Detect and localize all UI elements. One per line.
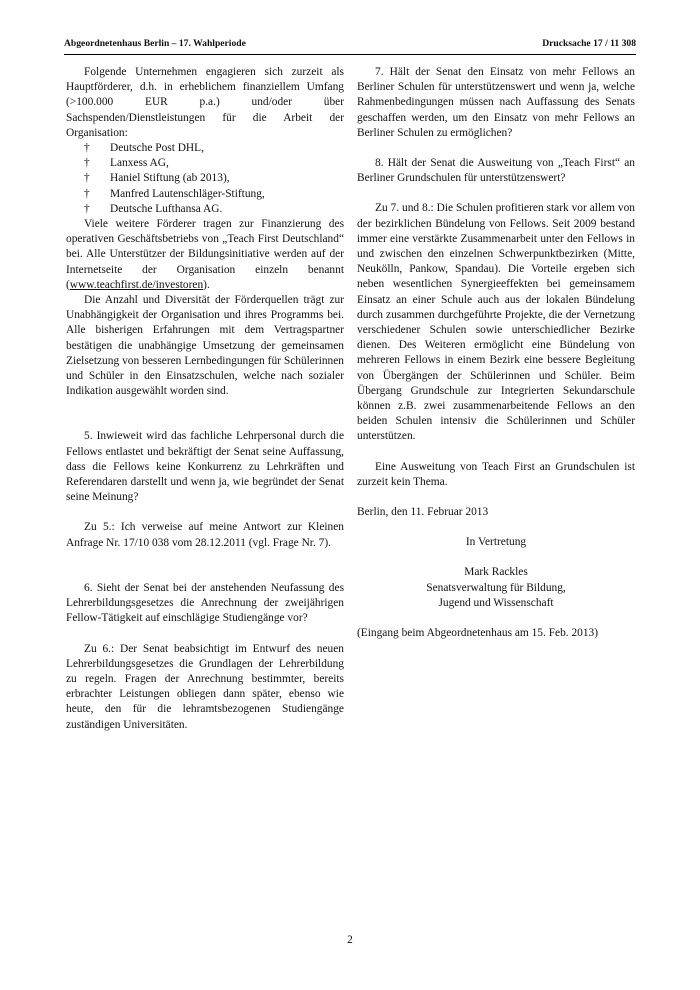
page-number: 2: [347, 934, 353, 946]
primary-schools-paragraph: Eine Ausweitung von Teach First an Grundschulen ist zurzeit kein Thema.: [357, 460, 635, 488]
question-5: 5. Inwieweit wird das fachliche Lehrpersonal durch die Fellows entlastet und bekräftigt der Senat seine Auffassung, dass die Fellows keine Konkurrenz zu Lehrkräften und Referendaren darstellt und wenn ja, wie begründet der Senat seine Meinung?: [66, 430, 344, 504]
date-line: Berlin, den 11. Februar 2013: [357, 506, 489, 519]
sponsor-item: † Deutsche Lufthansa AG.: [84, 202, 344, 217]
answer-5: Zu 5.: Ich verweise auf meine Antwort zur Kleinen Anfrage Nr. 17/10 038 vom 28.12.2011 (vgl. Frage Nr. 7).: [66, 521, 344, 549]
dagger-icon: †: [84, 142, 90, 155]
investors-website-link[interactable]: www.teachfirst.de/investoren: [69, 278, 204, 291]
header-parliament: Abgeordnetenhaus Berlin – 17. Wahlperiode: [64, 38, 246, 49]
dagger-icon: †: [84, 187, 90, 200]
further-supporters-paragraph: Viele weitere Förderer tragen zur Finanzierung des operativen Geschäftsbetriebs von „Teach First Deutschland“ bei. Alle Unterstützer der Bildungsinitiative werden auf der Internetseite der Organisation einzeln benannt (www.teachfirst.de/investoren).: [66, 218, 344, 291]
sponsor-item: † Manfred Lautenschläger-Stiftung,: [84, 187, 344, 202]
question-6: 6. Sieht der Senat bei der anstehenden Neufassung des Lehrerbildungsgesetzes die Anrechnung der zweijährigen Fellow-Tätigkeit auf einschlägige Studiengänge vor?: [66, 581, 344, 625]
sponsor-item: † Deutsche Post DHL,: [84, 141, 344, 156]
sponsor-item: † Lanxess AG,: [84, 156, 344, 171]
page-header: [64, 38, 636, 55]
dagger-icon: †: [84, 202, 90, 215]
question-8: 8. Hält der Senat die Ausweitung von „Teach First“ an Berliner Grundschulen für unterstützenswert?: [357, 157, 635, 185]
header-printed-matter-number: Drucksache 17 / 11 308: [542, 38, 636, 49]
signatory-name: Mark Rackles: [464, 566, 528, 579]
left-column: [66, 65, 344, 733]
right-column: [357, 65, 635, 641]
question-7: 7. Hält der Senat den Einsatz von mehr Fellows an Berliner Schulen für unterstützenswert und wenn ja, welche Rahmenbedingungen müssen nach Auffassung des Senats geschaffen werden, um den Einsatz von mehr Fellows an Berliner Schulen zu ermöglichen?: [357, 66, 635, 139]
in-vertretung: In Vertretung: [465, 536, 527, 549]
dagger-icon: †: [84, 172, 90, 185]
answer-7-8: Zu 7. und 8.: Die Schulen profitieren stark vor allem von der bezirklichen Bündelung von Fellows. Seit 2009 bestand immer eine verstärkte Zusammenarbeit unter den Fellows in und zwischen den einzelnen Schwerpunktbezirken (Mitte, Neukölln, Pankow, Spandau). Die Vorteile ergeben sich neben wesentlichen Synergieeffekten bei gemeinsamem Einsatz an einer Schule auch aus der lokalen Bündelung durch zusammen durchgeführte Projekte, die der Vernetzung verschiedener Schulen sowie unterschiedlicher Bezirke dienen. Des Weiteren ermöglicht eine Bündelung von mehreren Fellows in einem Bezirk eine bessere Begleitung von Übergängen der Schülerinnen und Schüler. Beim Übergang Grundschule zur Integrierten Sekundarschule können z.B. zwei zusammenarbeitende Fellows an den beiden Schulen intensiv die Schülerinnen und Schüler unterstützen.: [357, 202, 635, 443]
sponsor-list: [66, 141, 344, 217]
sponsors-intro: Folgende Unternehmen engagieren sich zurzeit als Hauptförderer, d.h. in erheblichem finanziellem Umfang (>100.000 EUR p.a.) und/oder über Sachspenden/Dienstleistungen für die Arbeit der Organisation:: [66, 66, 344, 139]
receipt-note: (Eingang beim Abgeordnetenhaus am 15. Feb. 2013): [357, 627, 599, 640]
answer-6: Zu 6.: Der Senat beabsichtigt im Entwurf des neuen Lehrerbildungsgesetzes die Grundlagen der Lehrerbildung zu regeln. Fragen der Anrechnung bestimmter, bereits erbrachter Leistungen obliegen dann später, ebenso wie heute, den für die lehramtsbezogenen Studiengänge zuständigen Universitäten.: [66, 642, 344, 731]
signatory-department-cont: Jugend und Wissenschaft: [438, 596, 554, 609]
diversity-paragraph: Die Anzahl und Diversität der Förderquellen trägt zur Unabhängigkeit der Organisation und ihres Programms bei. Alle bisherigen Erfahrungen mit dem Vertragspartner bestätigen die unabhängige Umsetzung der gemeinsamen Zielsetzung von besseren Lernbedingungen für Schülerinnen und Schüler in den Einsatzschulen, welche nach sozialer Indikation ausgewählt worden sind.: [66, 294, 344, 398]
sponsor-item: † Haniel Stiftung (ab 2013),: [84, 171, 344, 186]
signatory-department: Senatsverwaltung für Bildung,: [426, 581, 566, 594]
dagger-icon: †: [84, 157, 90, 170]
